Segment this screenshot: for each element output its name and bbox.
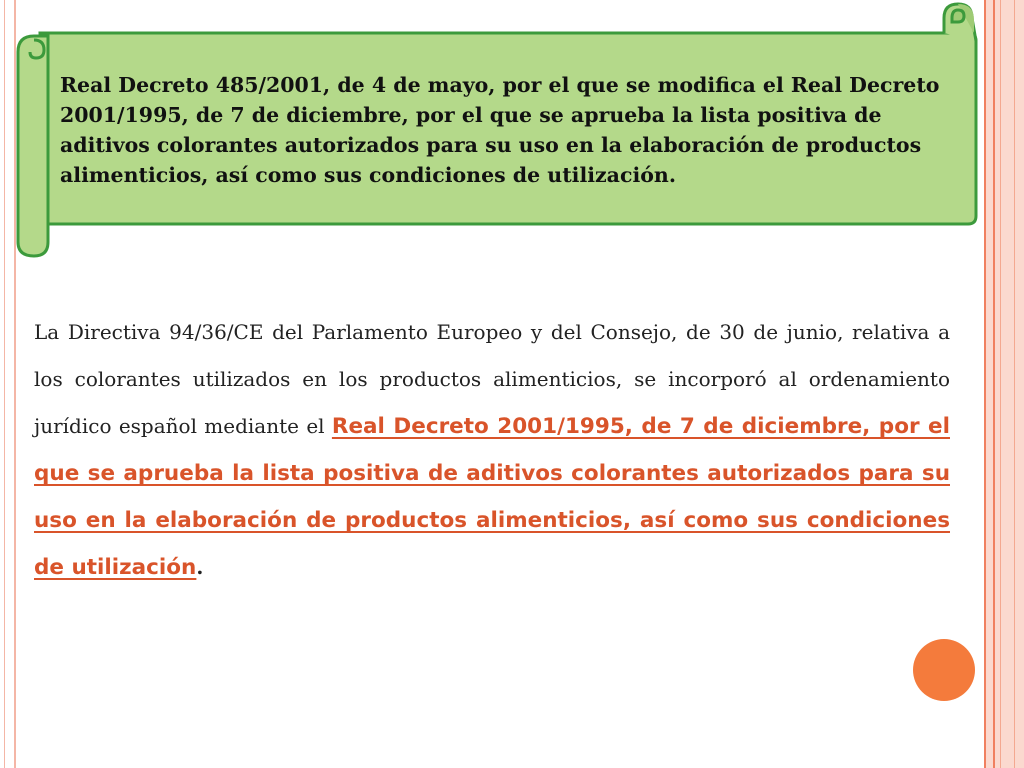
body-paragraph: [34, 309, 950, 591]
body-intro-text: La Directiva 94/36/CE del Parlamento Europeo y del Consejo, de 30 de junio, relativa a los colorantes utilizados en los productos alimenticios, se incorporó al ordenamiento jurídico español mediante el: [34, 320, 950, 438]
body-end-punctuation: .: [196, 555, 204, 579]
orange-circle-decoration: [913, 639, 975, 701]
scroll-banner-title: Real Decreto 485/2001, de 4 de mayo, por el que se modifica el Real Decreto 2001/1995, de 7 de diciembre, por el que se aprueba la lista positiva de aditivos colorantes autorizados para su uso en la elaboración de productos alimenticios, así como sus condiciones de utilización.: [60, 73, 940, 187]
real-decreto-link[interactable]: Real Decreto 2001/1995, de 7 de diciembre, por el que se aprueba la lista positiva de aditivos colorantes autorizados para su uso en la elaboración de productos alimenticios, así como sus condiciones de utilización: [34, 414, 950, 580]
